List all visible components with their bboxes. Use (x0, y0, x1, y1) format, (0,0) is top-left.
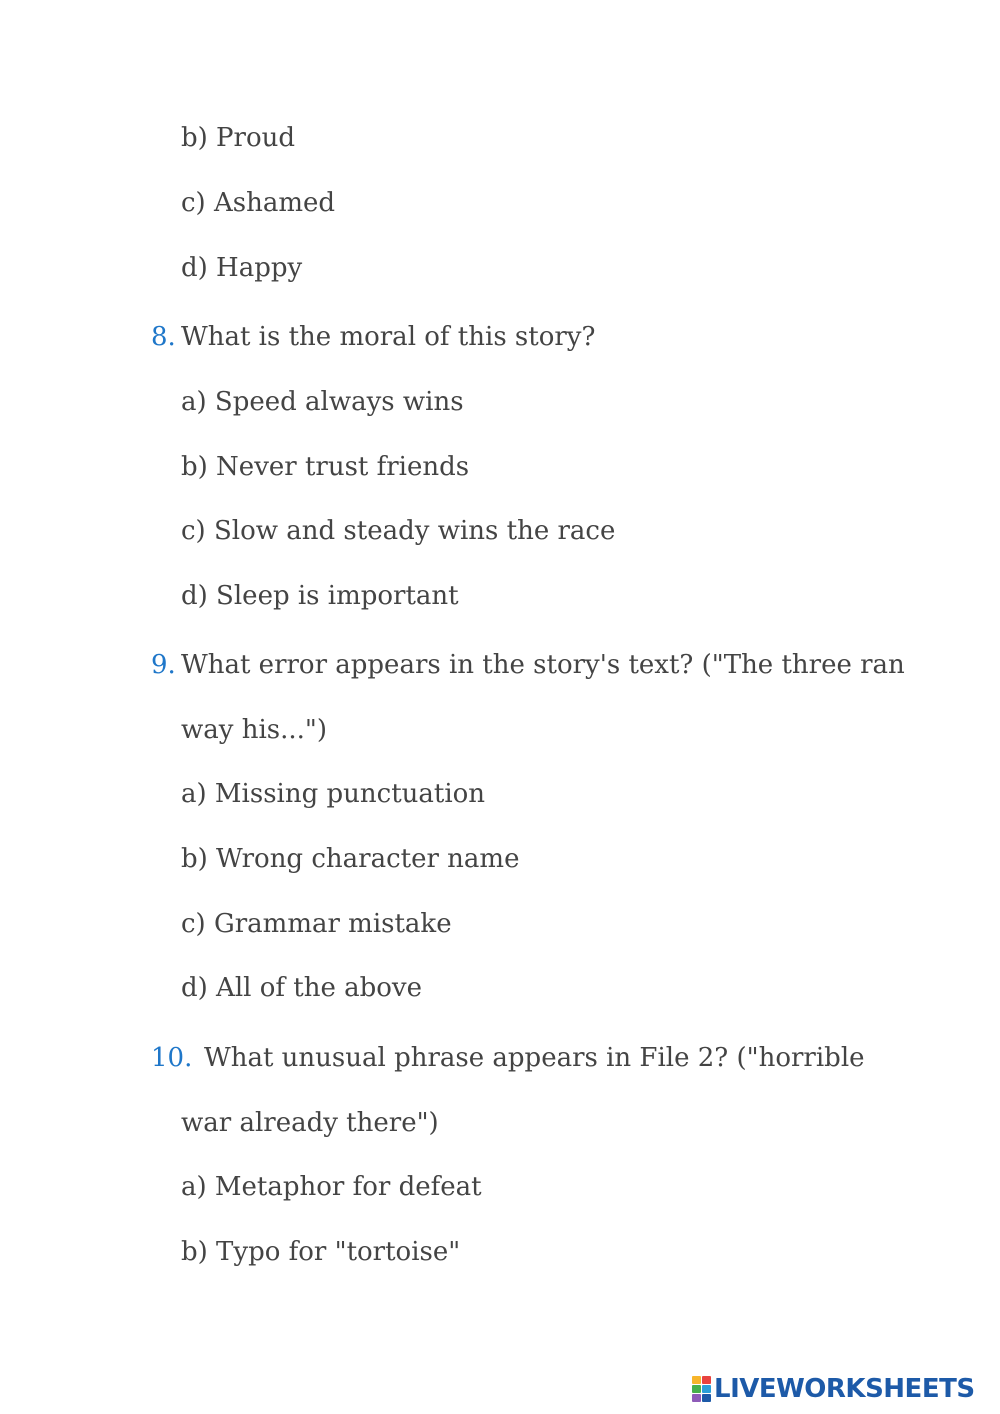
q9-number: 9. (151, 650, 176, 680)
liveworksheets-logo-icon (692, 1376, 712, 1402)
q10-question-text-line2: war already there") (181, 1108, 439, 1138)
q8-option-a: a) Speed always wins (181, 387, 464, 417)
q8-option-b: b) Never trust friends (181, 452, 470, 482)
q8-option-c: c) Slow and steady wins the race (181, 516, 616, 546)
q9-option-d: d) All of the above (181, 973, 422, 1003)
q9-question-text-line1: What error appears in the story's text? ("The three ran (181, 650, 905, 680)
liveworksheets-logo-text: LIVEWORKSHEETS (714, 1374, 975, 1404)
q9-option-a: a) Missing punctuation (181, 779, 486, 809)
q7-option-d: d) Happy (181, 253, 303, 283)
q7-option-c: c) Ashamed (181, 188, 336, 218)
q8-option-d: d) Sleep is important (181, 581, 459, 611)
q9-option-c: c) Grammar mistake (181, 909, 452, 939)
q8-question-text: What is the moral of this story? (181, 322, 596, 352)
q7-option-b: b) Proud (181, 123, 296, 153)
q8-number: 8. (151, 322, 176, 352)
liveworksheets-logo (692, 1373, 975, 1405)
q10-question-text-line1: What unusual phrase appears in File 2? ("horrible (204, 1043, 865, 1073)
q9-question-text-line2: way his...") (181, 715, 328, 745)
q10-option-b: b) Typo for "tortoise" (181, 1237, 461, 1267)
q10-number: 10. (151, 1043, 193, 1073)
q10-option-a: a) Metaphor for defeat (181, 1172, 482, 1202)
q9-option-b: b) Wrong character name (181, 844, 520, 874)
